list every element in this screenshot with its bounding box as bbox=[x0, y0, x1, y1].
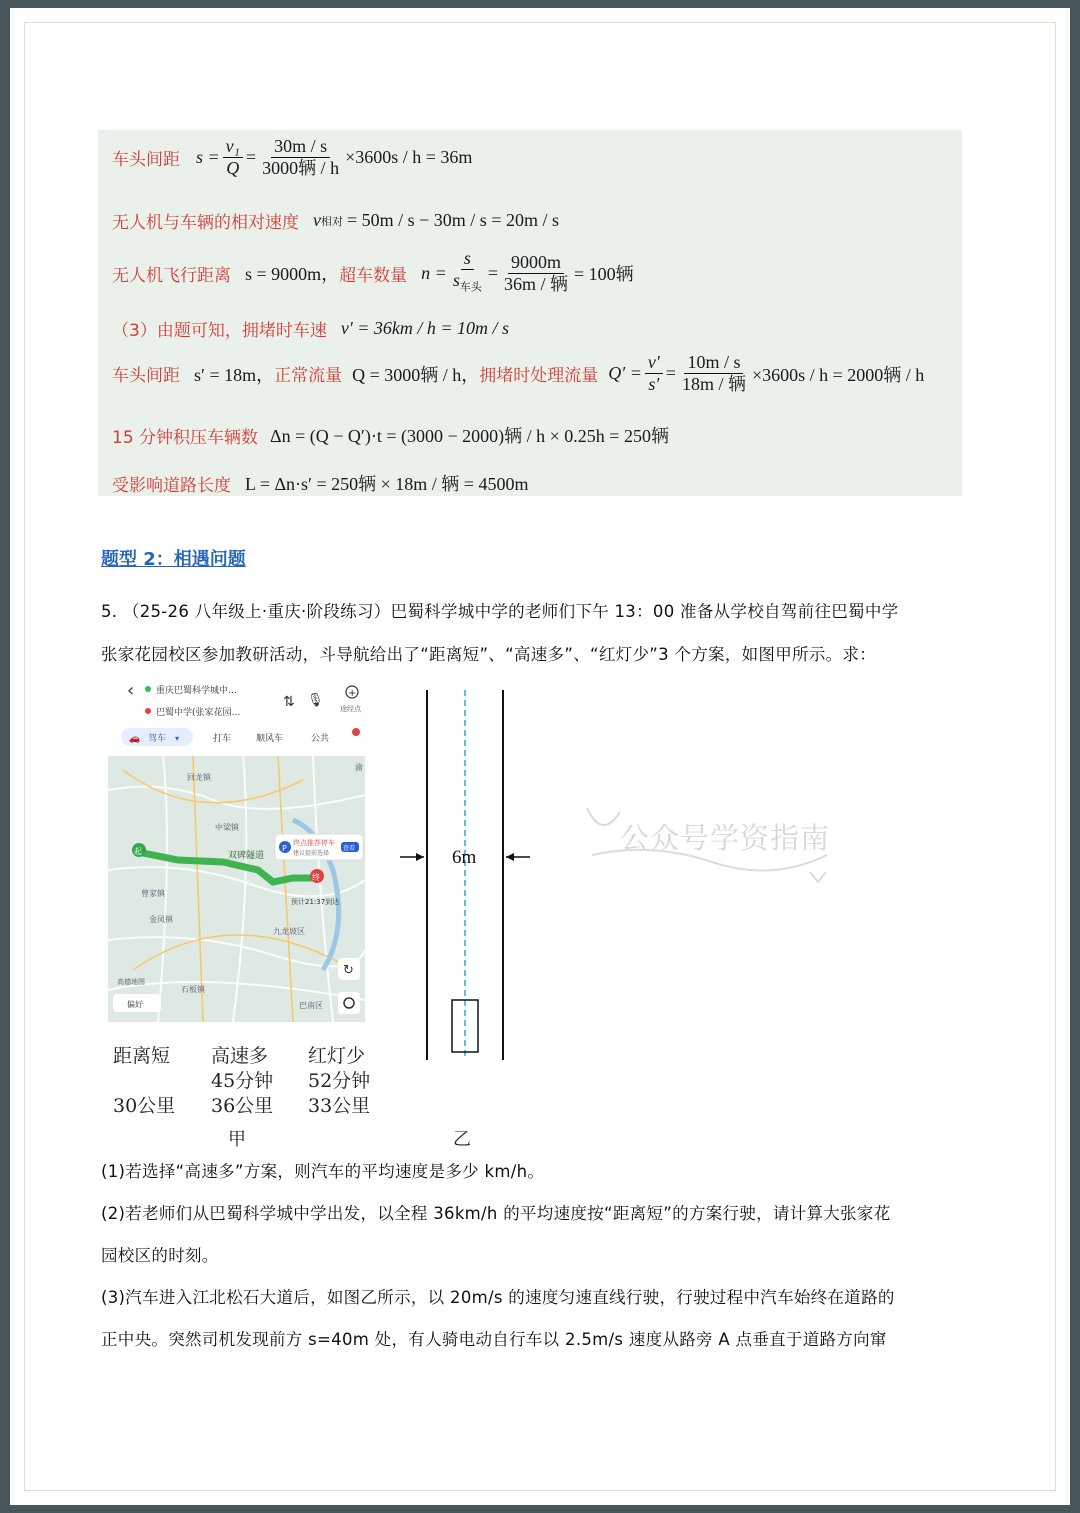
fraction bbox=[501, 252, 571, 295]
frac-num: v₁ bbox=[223, 136, 243, 158]
back-icon[interactable]: ‹ bbox=[127, 680, 135, 701]
expr: s′ = 18m， bbox=[194, 364, 275, 385]
start-dot-icon bbox=[145, 686, 151, 692]
fraction bbox=[450, 248, 485, 299]
eq: = bbox=[245, 147, 257, 167]
question-3-line-1: (3)汽车进入江北松石大道后，如图乙所示，以 20m/s 的速度匀速直线行驶，行驶过程中汽车始终在道路的 bbox=[101, 1288, 895, 1307]
voice-icon[interactable]: 🎙 bbox=[307, 693, 324, 708]
frac-num: 10m / s bbox=[684, 352, 743, 374]
map-screenshot bbox=[103, 670, 365, 1022]
label-jam-flow: 拥堵时处理流量 bbox=[479, 366, 599, 386]
fraction bbox=[259, 136, 342, 179]
frac-num: v′ bbox=[645, 352, 663, 374]
parking-title: 终点推荐停车 bbox=[293, 839, 335, 847]
fraction bbox=[679, 352, 749, 395]
expr-rest: = 100辆 bbox=[574, 264, 634, 285]
map-svg bbox=[103, 670, 365, 1022]
place-label: 巴南区 bbox=[299, 1001, 323, 1010]
road-name: 双碑隧道 bbox=[228, 851, 265, 861]
expr: v′ = 36km / h = 10m / s bbox=[340, 318, 510, 338]
label-backlog: 15 分钟积压车辆数 bbox=[112, 427, 259, 448]
swap-icon[interactable]: ⇅ bbox=[283, 694, 295, 710]
locate-button[interactable] bbox=[338, 992, 360, 1014]
road-diagram bbox=[390, 688, 540, 1060]
question-3-line-2: 正中央。突然司机发现前方 s=40m 处，有人骑电动自行车以 2.5m/s 速度从路旁 A 点垂直于道路方向窜 bbox=[101, 1330, 887, 1349]
frac-den: 36m / 辆 bbox=[504, 273, 569, 294]
parking-p: P bbox=[282, 844, 287, 853]
frac-num: 9000m bbox=[508, 252, 564, 274]
label-relative-speed: 无人机与车辆的相对速度 bbox=[112, 213, 299, 233]
plus-icon: + bbox=[348, 688, 357, 699]
subscript: 车头 bbox=[459, 281, 482, 294]
expr: v bbox=[313, 210, 321, 230]
route-3-time: 52分钟 bbox=[308, 1070, 371, 1092]
parking-sub: 建议提前选择 bbox=[293, 850, 330, 857]
expr: s = bbox=[196, 147, 220, 167]
route-2-name: 高速多 bbox=[211, 1045, 269, 1067]
expr-rest: ×3600s / h = 36m bbox=[345, 147, 473, 167]
frac-num: s bbox=[461, 248, 474, 270]
expr: L = Δn·s′ = 250辆 × 18m / 辆 = 4500m bbox=[245, 474, 529, 494]
route-2-time: 45分钟 bbox=[211, 1070, 274, 1092]
preference-label: 偏好 bbox=[127, 1000, 143, 1009]
road-width-label: 6m bbox=[452, 847, 477, 868]
place-label: 中梁镇 bbox=[215, 823, 239, 832]
solution-line-4 bbox=[112, 316, 509, 341]
label-jam-speed: （3）由题可知，拥堵时车速 bbox=[112, 321, 327, 341]
route-3-dist: 33公里 bbox=[308, 1095, 371, 1117]
watermark-swirl bbox=[587, 808, 620, 825]
view-label: 查看 bbox=[343, 845, 356, 852]
label-road-length: 受影响道路长度 bbox=[112, 475, 231, 496]
eta-label: 预计21:37到达 bbox=[291, 898, 340, 906]
start-input[interactable]: 重庆巴蜀科学城中… bbox=[156, 686, 238, 696]
frac-den: s′ bbox=[648, 374, 660, 394]
refresh-icon: ↻ bbox=[343, 963, 354, 978]
place-label: 回龙镇 bbox=[187, 773, 211, 782]
fraction bbox=[223, 136, 243, 179]
tab-drive[interactable]: 驾车 bbox=[148, 734, 167, 744]
frac-den: s bbox=[452, 270, 460, 290]
arrow-head-left bbox=[416, 853, 424, 861]
route-3-name: 红灯少 bbox=[308, 1045, 366, 1067]
place-label: 九龙坡区 bbox=[273, 927, 305, 936]
expr: Δn = (Q − Q′)·t = (3000 − 2000)辆 / h × 0.25h = 250辆 bbox=[270, 426, 669, 446]
notification-dot bbox=[352, 728, 360, 736]
expr: n = bbox=[421, 262, 447, 283]
question-line-1: 5. （25-26 八年级上·重庆·阶段练习）巴蜀科学城中学的老师们下午 13：00 准备从学校自驾前往巴蜀中学 bbox=[101, 602, 899, 621]
tab-taxi[interactable]: 打车 bbox=[213, 734, 232, 744]
frac-den: 3000辆 / h bbox=[262, 158, 340, 178]
frac-den: 18m / 辆 bbox=[681, 374, 746, 394]
eq: = bbox=[487, 262, 498, 283]
solution-line-6 bbox=[112, 422, 669, 448]
route-2-dist: 36公里 bbox=[211, 1095, 274, 1117]
solution-line-5 bbox=[112, 352, 924, 395]
question-line-2: 张家花园校区参加教研活动，斗导航给出了“距离短”、“高速多”、“红灯少”3 个方案，如图甲所示。求： bbox=[101, 645, 877, 664]
expr-rest: ×3600s / h = 2000辆 / h bbox=[751, 364, 925, 385]
label-headway: 车头间距 bbox=[112, 150, 180, 170]
label-flight-distance: 无人机飞行距离 bbox=[112, 265, 231, 286]
solution-box bbox=[98, 130, 962, 496]
end-input[interactable]: 巴蜀中学(张家花园… bbox=[156, 708, 241, 718]
figure-label-jia: 甲 bbox=[228, 1129, 246, 1150]
route-1-dist: 30公里 bbox=[113, 1095, 176, 1117]
question-1: (1)若选择“高速多”方案，则汽车的平均速度是多少 km/h。 bbox=[101, 1162, 545, 1181]
expr: s = 9000m， bbox=[245, 264, 340, 285]
subscript: 相对 bbox=[321, 214, 343, 228]
place-label: 渝 bbox=[355, 763, 363, 772]
end-dot-icon bbox=[145, 708, 151, 714]
watermark: 公众号学资指南 bbox=[620, 821, 831, 855]
expr-rest: = 50m / s − 30m / s = 20m / s bbox=[347, 210, 559, 230]
route-1-name: 距离短 bbox=[113, 1045, 171, 1067]
watermark-heart-icon bbox=[810, 872, 826, 882]
section-heading: 题型 2：相遇问题 bbox=[101, 549, 246, 570]
solution-line-2 bbox=[112, 208, 559, 233]
solution-line-1 bbox=[112, 136, 472, 179]
place-label: 金凤镇 bbox=[149, 915, 173, 924]
tab-carpool[interactable]: 顺风车 bbox=[256, 734, 284, 744]
arrow-head-right bbox=[506, 853, 514, 861]
label-overtake-count: 超车数量 bbox=[339, 265, 408, 286]
place-label: 石板镇 bbox=[181, 985, 205, 994]
map-logo: 高德地图 bbox=[117, 978, 145, 986]
chevron-down-icon: ▾ bbox=[175, 734, 180, 743]
waypoint-label: 途经点 bbox=[340, 705, 361, 713]
frac-den: Q bbox=[226, 158, 240, 178]
question-2-line-2: 园校区的时刻。 bbox=[101, 1246, 219, 1265]
frac-num: 30m / s bbox=[271, 136, 330, 158]
end-marker-label: 终 bbox=[312, 873, 320, 882]
label-headway: 车头间距 bbox=[112, 366, 180, 386]
tab-transit[interactable]: 公共 bbox=[311, 734, 330, 744]
question-2-line-1: (2)若老师们从巴蜀科学城中学出发，以全程 36km/h 的平均速度按“距离短”的方案行驶，请计算大张家花 bbox=[101, 1204, 891, 1223]
start-marker-label: 起 bbox=[134, 847, 142, 856]
place-label: 曾家镇 bbox=[141, 889, 165, 898]
label-normal-flow: 正常流量 bbox=[274, 366, 343, 386]
expr: Q = 3000辆 / h， bbox=[352, 364, 480, 385]
car-icon: 🚗 bbox=[129, 734, 141, 744]
fraction bbox=[645, 352, 663, 395]
solution-line-3 bbox=[112, 248, 634, 299]
figure-label-yi: 乙 bbox=[453, 1129, 471, 1150]
expr: Q′ = bbox=[608, 363, 642, 383]
eq: = bbox=[665, 363, 676, 383]
solution-line-7 bbox=[112, 470, 528, 496]
